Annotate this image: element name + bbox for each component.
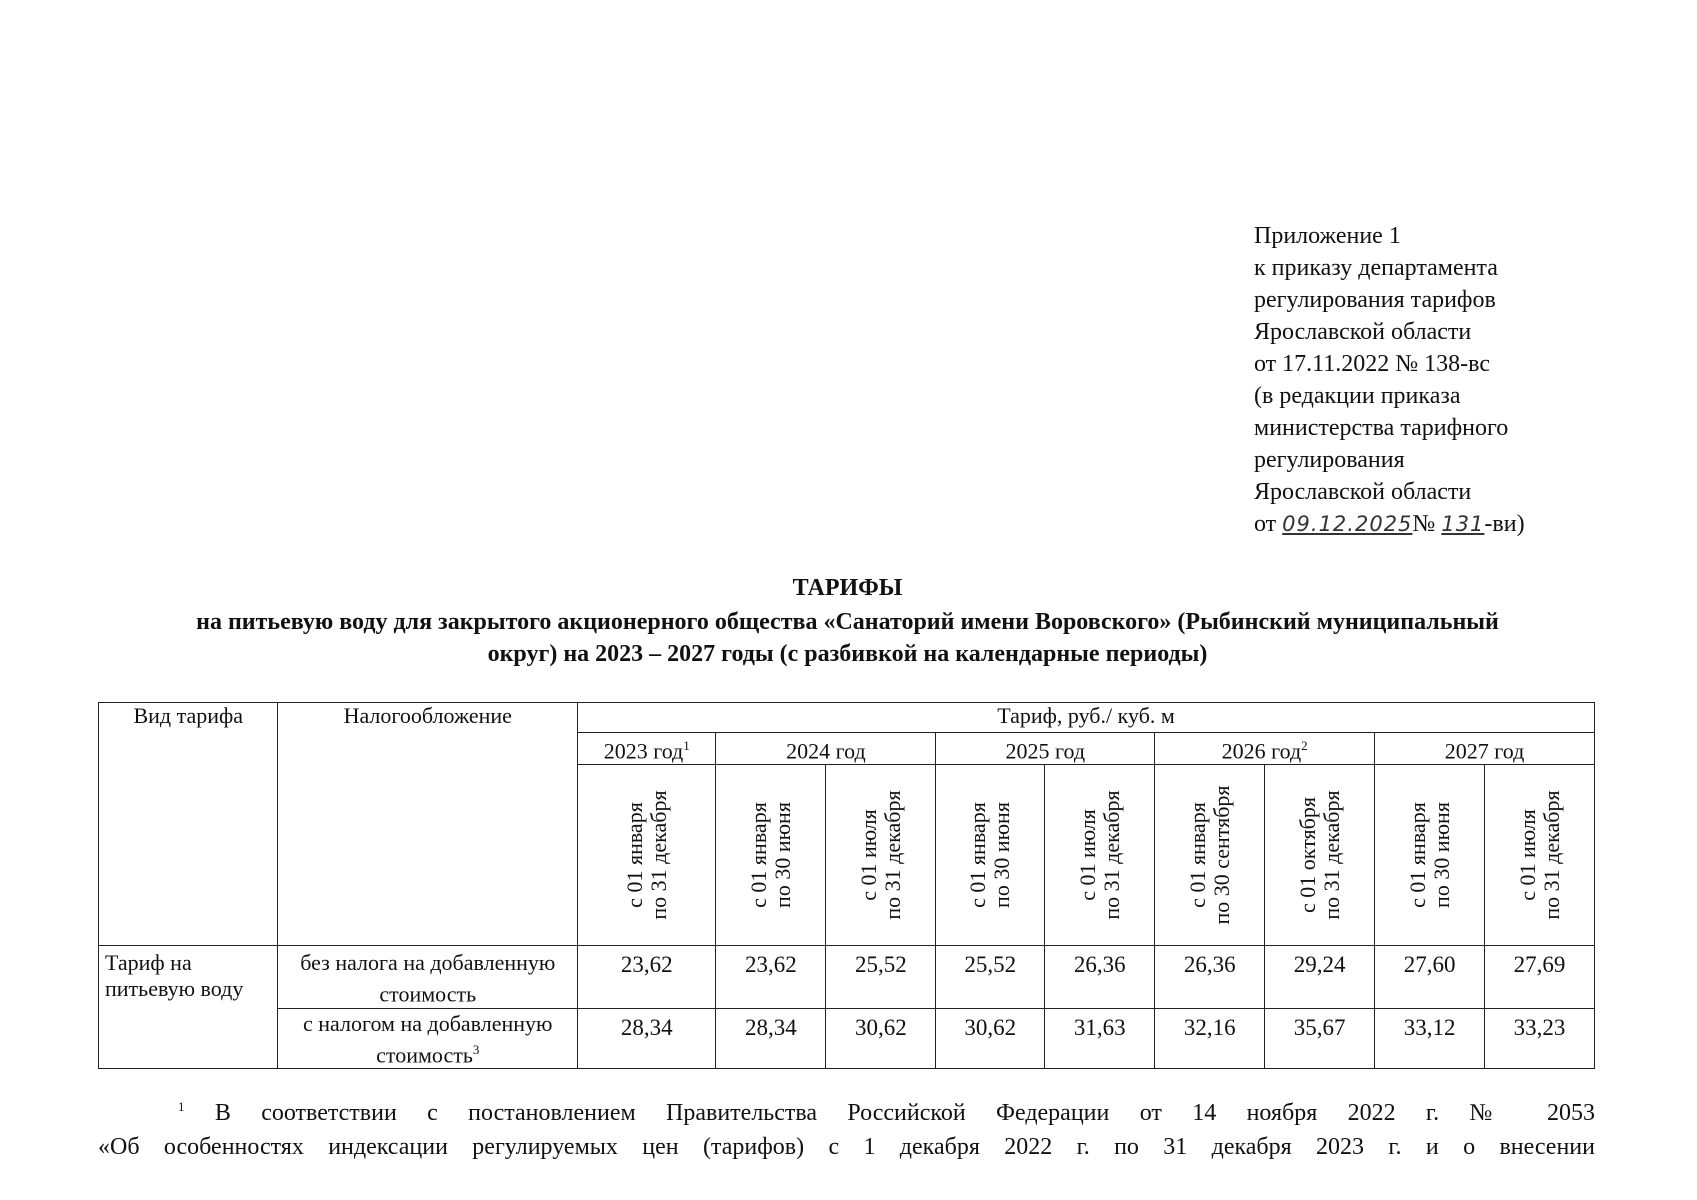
appendix-line: к приказу департамента [1254, 255, 1498, 281]
document-subtitle: на питьевую воду для закрытого акционерного общества «Санаторий имени Воровского» (Рыбинский муниципальный округ) на 2023 – 2027 годы (с разбивкой на календарные периоды) [196, 609, 1499, 667]
handwritten-date: 09.12.2025 [1282, 512, 1413, 536]
number-sign: № [1412, 511, 1436, 537]
period-header: с 01 октября по 31 декабря [1265, 765, 1375, 946]
appendix-block [1254, 220, 1654, 540]
value-cell: 32,16 [1155, 1008, 1265, 1068]
tariff-table [98, 702, 1595, 1069]
appendix-line: от 17.11.2022 № 138-вс [1254, 351, 1491, 377]
value-cell: 23,62 [716, 946, 826, 1008]
value-cell: 30,62 [826, 1008, 936, 1068]
handwritten-number: 131 [1441, 512, 1485, 536]
edition-prefix: от [1254, 511, 1277, 537]
value-cell: 31,63 [1045, 1008, 1155, 1068]
period-header: с 01 июля по 31 декабря [1485, 765, 1595, 946]
tax-cell: с налогом на добавленную стоимость$^3$ [278, 1008, 578, 1068]
period-header: с 01 июля по 31 декабря [826, 765, 936, 946]
edition-suffix: -ви) [1484, 511, 1525, 537]
value-cell: 35,67 [1265, 1008, 1375, 1068]
tariff-type-cell: Тариф на питьевую воду [99, 946, 278, 1069]
value-cell: 33,23 [1485, 1008, 1595, 1068]
value-cell: 27,69 [1485, 946, 1595, 1008]
appendix-edition-line [1254, 508, 1654, 540]
appendix-line: регулирования тарифов [1254, 287, 1496, 313]
year-header: 2025 год [936, 733, 1155, 765]
footnote-line: «Об особенностях индексации регулируемых цен (тарифов) с 1 декабря 2022 г. по 31 декабря 2023 г. и о внесении [98, 1134, 1595, 1160]
value-cell: 29,24 [1265, 946, 1375, 1008]
appendix-line: министерства тарифного [1254, 415, 1509, 441]
appendix-line: Ярославской области [1254, 479, 1472, 505]
value-cell: 25,52 [826, 946, 936, 1008]
value-cell: 28,34 [716, 1008, 826, 1068]
table-row [99, 946, 1595, 1008]
table-row [99, 1008, 1595, 1068]
year-header: 2027 год [1375, 733, 1595, 765]
period-header: с 01 июля по 31 декабря [1045, 765, 1155, 946]
value-cell: 25,52 [936, 946, 1045, 1008]
value-cell: 26,36 [1155, 946, 1265, 1008]
footnote [98, 1090, 1595, 1164]
value-cell: 28,34 [578, 1008, 716, 1068]
value-cell: 26,36 [1045, 946, 1155, 1008]
appendix-line: Ярославской области [1254, 319, 1472, 345]
period-header: с 01 января по 30 июня [716, 765, 826, 946]
year-header: 2024 год [716, 733, 936, 765]
value-cell: 30,62 [936, 1008, 1045, 1068]
header-tariff: Тариф, руб./ куб. м [578, 703, 1595, 733]
footnote-line: $^1$ В соответствии с постановлением Правительства Российской Федерации от 14 ноября 2022 г. № 2053 [178, 1099, 1595, 1126]
value-cell: 23,62 [578, 946, 716, 1008]
footnote-mark: 1 [178, 1099, 185, 1114]
period-header: с 01 января по 31 декабря [578, 765, 716, 946]
appendix-line: Приложение 1 [1254, 223, 1401, 249]
period-header: с 01 января по 30 сентября [1155, 765, 1265, 946]
tax-cell: без налога на добавленную стоимость [278, 946, 578, 1008]
value-cell: 33,12 [1375, 1008, 1485, 1068]
year-header: 2026 год$^2$ [1155, 733, 1375, 765]
year-header: 2023 год$^1$ [578, 733, 716, 765]
period-header: с 01 января по 30 июня [936, 765, 1045, 946]
document-title: ТАРИФЫ [792, 575, 903, 601]
appendix-line: регулирования [1254, 447, 1405, 473]
appendix-line: (в редакции приказа [1254, 383, 1461, 409]
header-tax: Налогообложение [278, 703, 578, 946]
value-cell: 27,60 [1375, 946, 1485, 1008]
period-header: с 01 января по 30 июня [1375, 765, 1485, 946]
header-type: Вид тарифа [99, 703, 278, 946]
